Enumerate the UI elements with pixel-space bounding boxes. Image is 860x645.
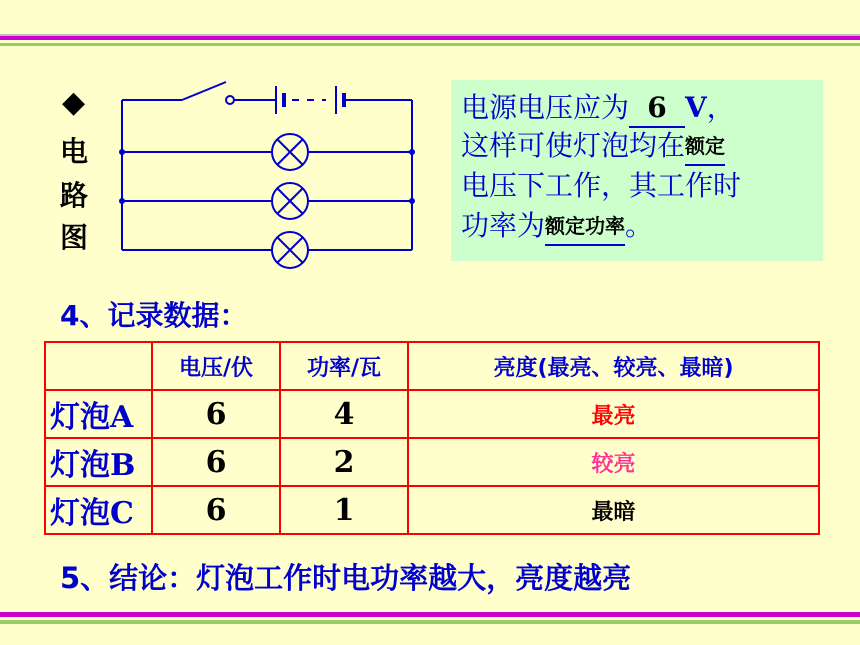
brightness-cell: 最暗 — [408, 486, 819, 534]
row-label: 灯泡B — [45, 438, 152, 486]
data-table — [44, 341, 820, 535]
voltage-cell: 6 — [152, 486, 280, 534]
diagram-label-char: 电 — [59, 135, 88, 168]
table-row — [45, 438, 819, 486]
brightness-cell: 最亮 — [408, 390, 819, 438]
diagram-label-char: 路 — [59, 179, 88, 212]
junction-dot — [409, 149, 415, 155]
info-line-1: 电源电压应为 6 V， — [461, 90, 735, 128]
brightness-cell: 较亮 — [408, 438, 819, 486]
rated-voltage-answer-blank: 额定 — [685, 128, 725, 166]
table-header-row — [45, 342, 819, 390]
circuit-diagram — [112, 76, 422, 271]
lamp-b-icon — [272, 183, 308, 219]
junction-dot — [119, 149, 125, 155]
diagram-label-char: 图 — [59, 221, 88, 254]
conclusion-text: 5、结论：灯泡工作时电功率越大，亮度越亮 — [60, 561, 632, 595]
row-label: 灯泡A — [45, 390, 152, 438]
table-row — [45, 486, 819, 534]
table-header: 亮度(最亮、较亮、最暗) — [408, 342, 819, 390]
row-label: 灯泡C — [45, 486, 152, 534]
switch-contact-icon — [226, 96, 234, 104]
power-cell: 2 — [280, 438, 408, 486]
info-box — [451, 80, 823, 261]
voltage-answer-blank: 6 — [629, 90, 685, 128]
power-cell: 1 — [280, 486, 408, 534]
rated-power-answer-blank: 额定功率 — [545, 208, 625, 246]
table-header: 功率/瓦 — [280, 342, 408, 390]
info-line-4: 功率为额定功率。 — [461, 208, 653, 246]
table-header — [45, 342, 152, 390]
switch-blade-icon — [182, 82, 226, 100]
info-line-3: 电压下工作，其工作时 — [461, 169, 742, 202]
power-cell: 4 — [280, 390, 408, 438]
step4-title: 4、记录数据： — [60, 299, 248, 332]
junction-dot — [409, 198, 415, 204]
junction-dot — [119, 198, 125, 204]
lamp-a-icon — [272, 134, 308, 170]
info-line-2: 这样可使灯泡均在额定 — [461, 128, 725, 166]
voltage-cell: 6 — [152, 390, 280, 438]
voltage-cell: 6 — [152, 438, 280, 486]
diamond-bullet-icon: ◆ — [62, 85, 86, 120]
bottom-decorative-stripe — [0, 612, 860, 645]
table-row — [45, 390, 819, 438]
top-decorative-stripe — [0, 0, 860, 52]
table-header: 电压/伏 — [152, 342, 280, 390]
lamp-c-icon — [272, 232, 308, 268]
